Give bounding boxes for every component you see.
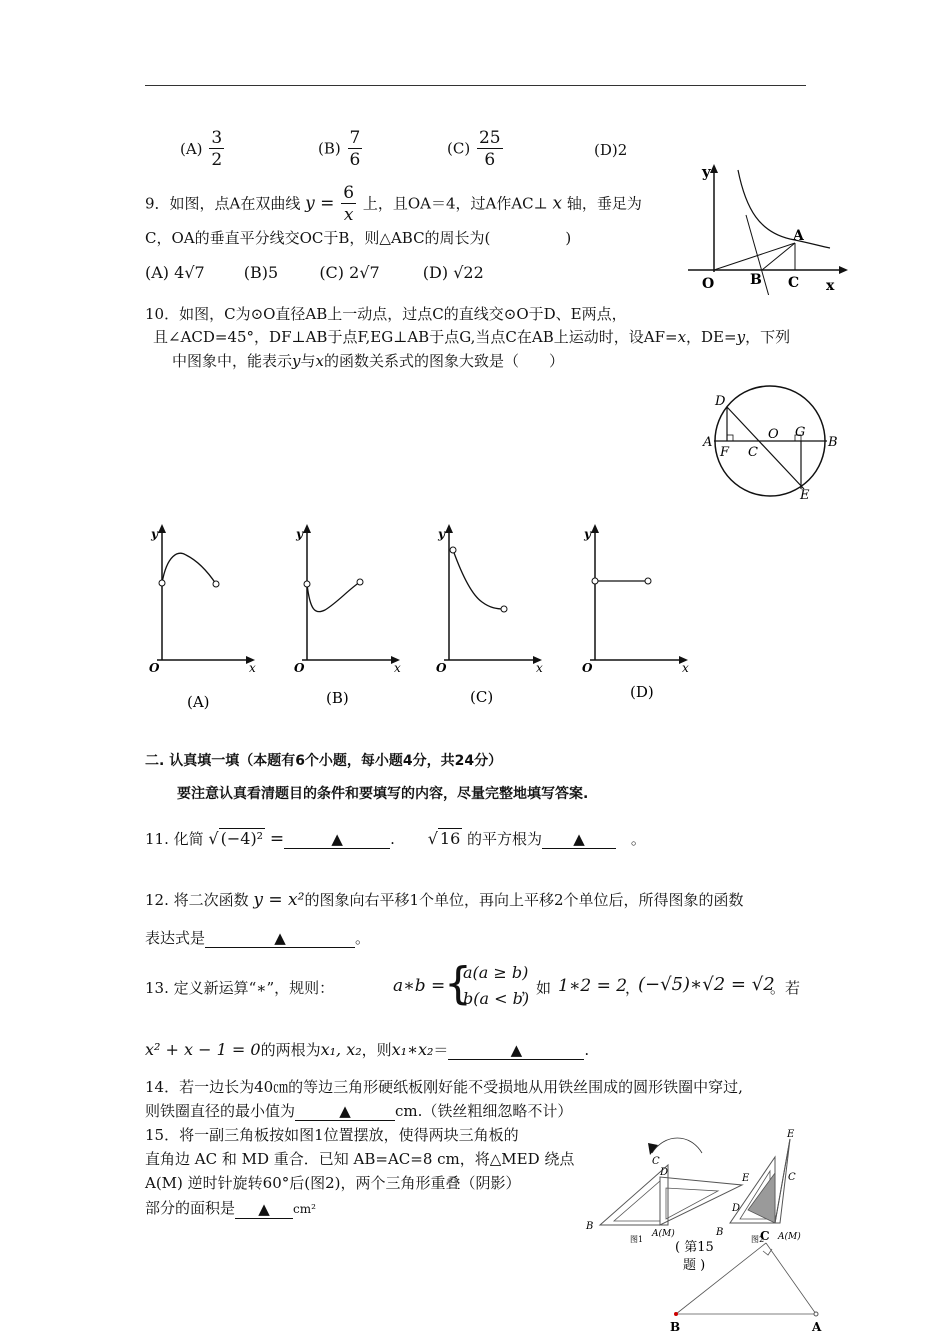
q15-caption-line2: 题 ): [683, 1258, 706, 1273]
q9-segment-oa: [714, 243, 795, 270]
q9-fig-y-label: y: [702, 163, 711, 181]
fig1-caption: 图1: [630, 1235, 644, 1244]
fig1-rotation-arc: [652, 1138, 702, 1153]
q8-a-den: 2: [211, 150, 223, 170]
graph-c-curve: [453, 550, 504, 609]
graph-b-curve: [307, 582, 360, 612]
q8-choice-a-label: (A): [180, 139, 203, 158]
q15-unit: cm²: [293, 1202, 316, 1216]
q13-prefix: 13. 定义新运算“∗”，规则：: [145, 979, 335, 997]
q10-graph-d: [578, 520, 698, 715]
large-point-b: [674, 1312, 678, 1316]
graph-a-caption: (A): [187, 693, 210, 711]
q11-sqrt-expr: √ (−4)²: [208, 829, 264, 848]
q10-line1: 10．如图，C为⊙O直径AB上一动点，过点C的直线交⊙O于D、E两点，: [145, 305, 627, 323]
q13-case2: b(a < b): [463, 989, 530, 1008]
q9-fig-c-label: C: [788, 275, 800, 291]
q15-figure: [580, 1125, 835, 1344]
q10-line2-c: ，下列: [745, 328, 791, 346]
q15-line4: [145, 1198, 316, 1219]
q13-lhs: a∗b =: [393, 976, 446, 996]
q10-fig-b: B: [828, 435, 838, 450]
q13-roots: x₁, x₂: [320, 1040, 362, 1059]
q15-line1: 15．将一副三角板按如图1位置摆放，使得两块三角板的: [145, 1126, 519, 1144]
q11-suffix: 的平方根为: [467, 830, 543, 848]
q9-opt-d: (D): [422, 263, 449, 282]
fig1-triangle-med-inner: [666, 1188, 718, 1219]
q13-equation: x² + x − 1 = 0: [145, 1040, 261, 1059]
q9-y-arrow-icon: [710, 164, 718, 173]
q11-prefix: 11. 化简: [145, 830, 204, 848]
q10-fig-d: D: [715, 394, 726, 409]
q13-line2-b: ，则: [361, 1041, 392, 1059]
large-edge-ca: [766, 1243, 816, 1314]
graph-d-open-start: [592, 578, 598, 584]
graph-c-y-label: y: [438, 527, 445, 541]
q10-line2-a: 且∠ACD=45°，DF⊥AB于点F,EG⊥AB于点G,当点C在AB上运动时，设AF=: [153, 328, 678, 346]
q11-dot: .: [390, 830, 395, 848]
q9-fig-o-label: O: [702, 276, 715, 292]
q12-line1: [145, 890, 744, 910]
large-c-label: C: [760, 1229, 770, 1243]
q9-fig-a-label: A: [793, 228, 804, 244]
q15-fig1: [585, 1138, 750, 1244]
q8-choice-c-label: (C): [447, 139, 471, 158]
q15-answer-blank[interactable]: ▲: [235, 1200, 293, 1219]
q11: [145, 828, 646, 849]
q9-text-b: 上，且OA＝4，过A作AC⊥: [362, 194, 548, 213]
graph-b-o-label: O: [294, 661, 305, 675]
graph-d-x-label: x: [682, 661, 689, 675]
graph-c-o-label: O: [436, 661, 447, 675]
fig2-caption: 图2: [751, 1235, 765, 1244]
q8-b-num: 7: [349, 128, 361, 148]
graph-b-open-start: [304, 581, 310, 587]
q9-fraction: [341, 183, 356, 226]
q12-line2-label: 表达式是: [145, 929, 206, 947]
q13-ex1: 1∗2 = 2: [558, 976, 628, 996]
graph-b-x-label: x: [394, 661, 401, 675]
q8-choice-d: [594, 140, 627, 160]
q9-fig-b-label: B: [750, 272, 762, 288]
fig1-c-label: C: [652, 1156, 660, 1167]
q10-fig-f: F: [720, 445, 730, 460]
q9-opt-c: (C): [319, 263, 345, 282]
q10-line3: [172, 351, 564, 371]
q8-choice-b-label: (B): [318, 139, 341, 158]
q12-answer-blank[interactable]: ▲: [205, 929, 355, 948]
q13-line2-a: 的两根为: [260, 1041, 321, 1059]
q9-opt-b: (B)5: [243, 263, 279, 282]
q8-a-num: 3: [211, 128, 223, 148]
q9-options: [145, 263, 484, 283]
q12-line1-a: 12. 将二次函数: [145, 891, 249, 909]
graph-b-y-arrow-icon: [303, 524, 311, 533]
q13-case1: a(a ≥ b): [463, 963, 529, 982]
fig2-b-label: B: [716, 1227, 724, 1238]
q9-opt-d-val: √22: [453, 263, 484, 282]
q10-fig-c: C: [748, 445, 758, 460]
q8-c-num: 25: [478, 128, 501, 148]
graph-a-open-end: [213, 581, 219, 587]
fig1-d-label: D: [660, 1167, 669, 1178]
q10-y1: y: [736, 328, 746, 346]
q11-end: 。: [630, 830, 646, 848]
graph-b-caption: (B): [326, 689, 349, 707]
q8-choice-b-fraction: [348, 128, 363, 171]
q9-line1: [145, 183, 642, 226]
graph-d-open-end: [645, 578, 651, 584]
q12-formula: y = x²: [253, 890, 305, 910]
q9-segment-ab: [762, 243, 795, 270]
fig2-overlap-shaded: [748, 1173, 775, 1223]
graph-b-y-label: y: [296, 527, 303, 541]
q10-fig-e: E: [800, 488, 810, 503]
q15-caption-line1: ( 第15: [675, 1240, 714, 1255]
large-b-label: B: [670, 1320, 681, 1334]
q10-fig-o: O: [768, 427, 779, 442]
q13-ex2-end: 。若: [770, 979, 801, 997]
q14-line2-b: cm.（铁丝粗细忽略不计）: [395, 1102, 573, 1120]
q11-sqrt16-value: 16: [439, 829, 461, 848]
q11-radicand: (−4)²: [220, 829, 264, 848]
section2-note: 要注意认真看清题目的条件和要填写的内容，尽量完整地填写答案.: [177, 786, 589, 802]
q8-choice-a-fraction: [209, 128, 224, 171]
q15-fig2: [715, 1129, 801, 1244]
graph-a-x-label: x: [249, 661, 256, 675]
q14-line2: [145, 1101, 572, 1121]
q8-choice-d-label: (D)2: [594, 141, 628, 159]
q10-x1: x: [677, 328, 687, 346]
q9-opt-a: (A): [145, 263, 170, 282]
q10-line3-a: 中图象中，能表示: [172, 352, 293, 370]
q8-choice-b: [318, 128, 364, 171]
q8-choice-c-fraction: [477, 128, 503, 171]
graph-d-o-label: O: [582, 661, 593, 675]
q9-text-a: 9．如图，点A在双曲线: [145, 194, 301, 213]
fig2-d-label: D: [732, 1203, 741, 1214]
q9-hyperbola-figure: [680, 160, 850, 295]
q11-sqrt16: √ 16: [427, 829, 461, 848]
graph-a-curve: [162, 553, 216, 584]
q9-opt-c-val: 2√7: [349, 263, 380, 282]
graph-c-open-start: [450, 547, 456, 553]
q12-line1-b: 的图象向右平移1个单位，再向上平移2个单位后，所得图象的函数: [304, 891, 744, 909]
fig2-am-label: A(M): [778, 1232, 801, 1242]
large-a-label: A: [812, 1320, 822, 1334]
q9-text-c: 轴，垂足为: [566, 194, 642, 213]
fig1-e-label: E: [742, 1173, 750, 1184]
q13-ex2: (−√5)∗√2 = √2: [638, 974, 775, 995]
graph-c-y-arrow-icon: [445, 524, 453, 533]
graph-c-caption: (C): [470, 688, 494, 706]
q8-b-den: 6: [349, 150, 361, 170]
q10-fig-g: G: [795, 425, 806, 440]
q9-x: x: [552, 193, 563, 214]
q9-num: 6: [343, 183, 355, 203]
fig1-triangle-abc-inner: [614, 1181, 660, 1221]
q8-c-den: 6: [484, 150, 496, 170]
top-rule: [145, 85, 806, 86]
q12-line2: [145, 928, 370, 948]
q13-line2: [145, 1040, 589, 1060]
fig2-c-label: C: [788, 1172, 796, 1183]
graph-a-o-label: O: [149, 661, 160, 675]
graph-d-y-label: y: [584, 527, 591, 541]
q15-line4-a: 部分的面积是: [145, 1199, 236, 1217]
q13-answer-blank[interactable]: ▲: [448, 1041, 584, 1060]
fig1-rotation-arrow-icon: [648, 1143, 658, 1155]
graph-c-open-end: [501, 606, 507, 612]
graph-c-x-label: x: [536, 661, 543, 675]
q15-line2: 直角边 AC 和 MD 重合．已知 AB=AC=8 cm，将△MED 绕点: [145, 1150, 575, 1168]
q14-answer-blank[interactable]: ▲: [295, 1102, 395, 1121]
q13-brace: {: [444, 958, 472, 1009]
q15-line3: A(M) 逆时针旋转60°后(图2)，两个三角形重叠（阴影）: [145, 1174, 521, 1192]
q10-graph-c: [432, 520, 552, 715]
q9-y-eq: y =: [305, 193, 335, 214]
q10-graph-b: [290, 520, 410, 715]
q11-answer-blank[interactable]: ▲: [284, 830, 390, 849]
fig1-b-label: B: [586, 1221, 594, 1232]
section2-title: 二. 认真填一填（本题有6个小题，每小题4分，共24分）: [145, 753, 503, 769]
q13-eq: ＝: [433, 1041, 449, 1059]
q13-end: .: [584, 1041, 590, 1059]
q9-x-arrow-icon: [839, 266, 848, 274]
q10-circle-figure: [700, 383, 845, 503]
graph-d-y-arrow-icon: [591, 524, 599, 533]
q13-ex1-pre: ，如: [521, 979, 552, 997]
q10-line3-b: 与: [300, 352, 316, 370]
q9-line2: C，OA的垂直平分线交OC于B，则△ABC的周长为( ): [145, 229, 572, 247]
q14-line1: 14．若一边长为40㎝的等边三角形硬纸板刚好能不受损地从用铁丝围成的圆形铁圈中穿过,: [145, 1078, 743, 1096]
q10-right-angle-f: [727, 435, 733, 441]
fig1-am-label: A(M): [652, 1229, 675, 1239]
q10-line2-b: ，DE=: [686, 328, 737, 346]
q10-graph-a: [145, 520, 265, 715]
large-point-a: [814, 1312, 818, 1316]
q11-answer-blank-2[interactable]: ▲: [542, 830, 616, 849]
q8-choices: [180, 128, 226, 171]
q10-line2: [153, 327, 790, 347]
graph-a-open-start: [159, 580, 165, 586]
q11-eq: =: [269, 829, 285, 849]
fig1-triangle-med: [660, 1177, 742, 1225]
q12-end: 。: [355, 929, 371, 947]
graph-a-y-arrow-icon: [158, 524, 166, 533]
q14-line2-a: 则铁圈直径的最小值为: [145, 1102, 296, 1120]
q13-expr: x₁∗x₂: [391, 1040, 434, 1059]
q8-choice-c: [447, 128, 505, 171]
q8-choice-a: [180, 128, 226, 170]
fig2-e-label: E: [787, 1129, 795, 1140]
fig1-triangle-abc: [600, 1165, 668, 1225]
graph-a-y-label: y: [151, 527, 158, 541]
q10-y2: y: [292, 352, 301, 370]
q10-line3-c: 的函数关系式的图象大致是（ ）: [323, 352, 564, 370]
q13-comma: ，: [625, 979, 641, 997]
q9-den: x: [343, 205, 354, 225]
q9-opt-a-val: 4√7: [174, 263, 205, 282]
q10-line-de: [727, 407, 804, 489]
graph-b-open-end: [357, 579, 363, 585]
q10-fig-a: A: [703, 435, 713, 450]
graph-d-caption: (D): [630, 683, 654, 701]
q9-fig-x-label: x: [826, 278, 835, 294]
q10-x2: x: [315, 352, 324, 370]
